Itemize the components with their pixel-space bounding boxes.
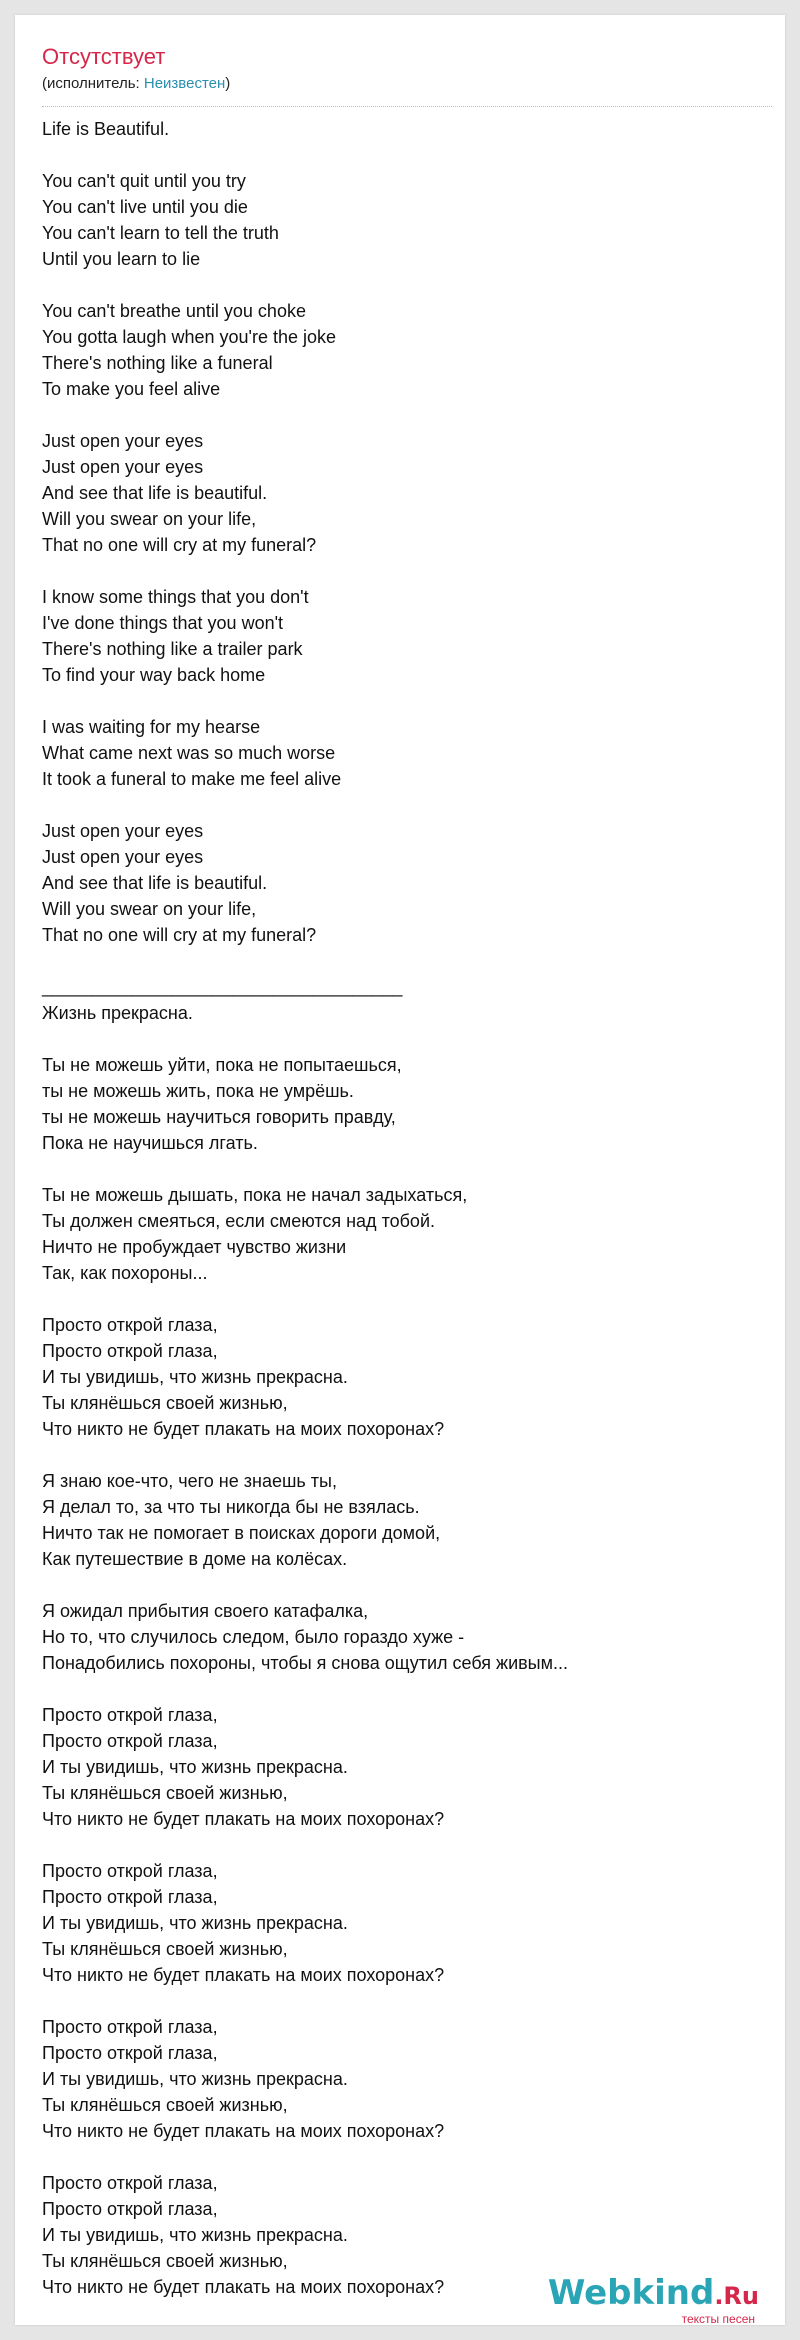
logo-tld: .Ru (714, 2282, 759, 2310)
lyrics-text: Life is Beautiful. You can't quit until you try You can't live until you die You can't learn to tell the truth Until you learn to lie You can't breathe until you choke You gotta laugh when you're the joke There's nothing like a funeral To make you feel alive Just open your eyes Just open your eyes And see that life is beautiful. Will you swear on your life, That no one will cry at my funeral? I know some things that you don't I've done things that you won't There's nothing like a trailer park To find your way back home I was waiting for my hearse What came next was so much worse It took a funeral to make me feel alive Just open your eyes Just open your eyes And see that life is beautiful. Will you swear on your life, That no one will cry at my funeral? ____________________________________ Жизнь прекрасна. Ты не можешь уйти, пока не попытаешься, ты не можешь жить, пока не умрёшь. ты не можешь научиться говорить правду, Пока не научишься лгать. Ты не можешь дышать, пока не начал задыхаться, Ты должен смеяться, если смеются над тобой. Ничто не пробуждает чувство жизни Так, как похороны... Просто открой глаза, Просто открой глаза, И ты увидишь, что жизнь прекрасна. Ты клянёшься своей жизнью, Что никто не будет плакать на моих похоронах? Я знаю кое-что, чего не знаешь ты, Я делал то, за что ты никогда бы не взялась. Ничто так не помогает в поисках дороги домой, Как путешествие в доме на колёсах. Я ожидал прибытия своего катафалка, Но то, что случилось следом, было гораздо хуже - Понадобились похороны, чтобы я снова ощутил себя живым... Просто открой глаза, Просто открой глаза, И ты увидишь, что жизнь прекрасна. Ты клянёшься своей жизнью, Что никто не будет плакать на моих похоронах? Просто открой глаза, Просто открой глаза, И ты увидишь, что жизнь прекрасна. Ты клянёшься своей жизнью, Что никто не будет плакать на моих похоронах? Просто открой глаза, Просто открой глаза, И ты увидишь, что жизнь прекрасна. Ты клянёшься своей жизнью, Что никто не будет плакать на моих похоронах? Просто открой глаза, Просто открой глаза, И ты увидишь, что жизнь прекрасна. Ты клянёшься своей жизнью, Что никто не будет плакать на моих похоронах? (42, 119, 568, 2297)
logo-wordmark (548, 2274, 759, 2315)
song-title: Отсутствует (42, 44, 166, 69)
artist-link[interactable]: Неизвестен (143, 75, 226, 92)
artist-line (42, 74, 772, 94)
page-card (15, 15, 785, 2325)
song-header (42, 43, 772, 94)
header-divider (42, 106, 772, 107)
logo-tagline: тексты песен (681, 2312, 755, 2326)
logo-main-text: Webkind (547, 2273, 715, 2313)
artist-suffix: ) (225, 75, 231, 92)
site-logo[interactable] (548, 2274, 759, 2326)
artist-prefix: (исполнитель: (42, 75, 144, 92)
